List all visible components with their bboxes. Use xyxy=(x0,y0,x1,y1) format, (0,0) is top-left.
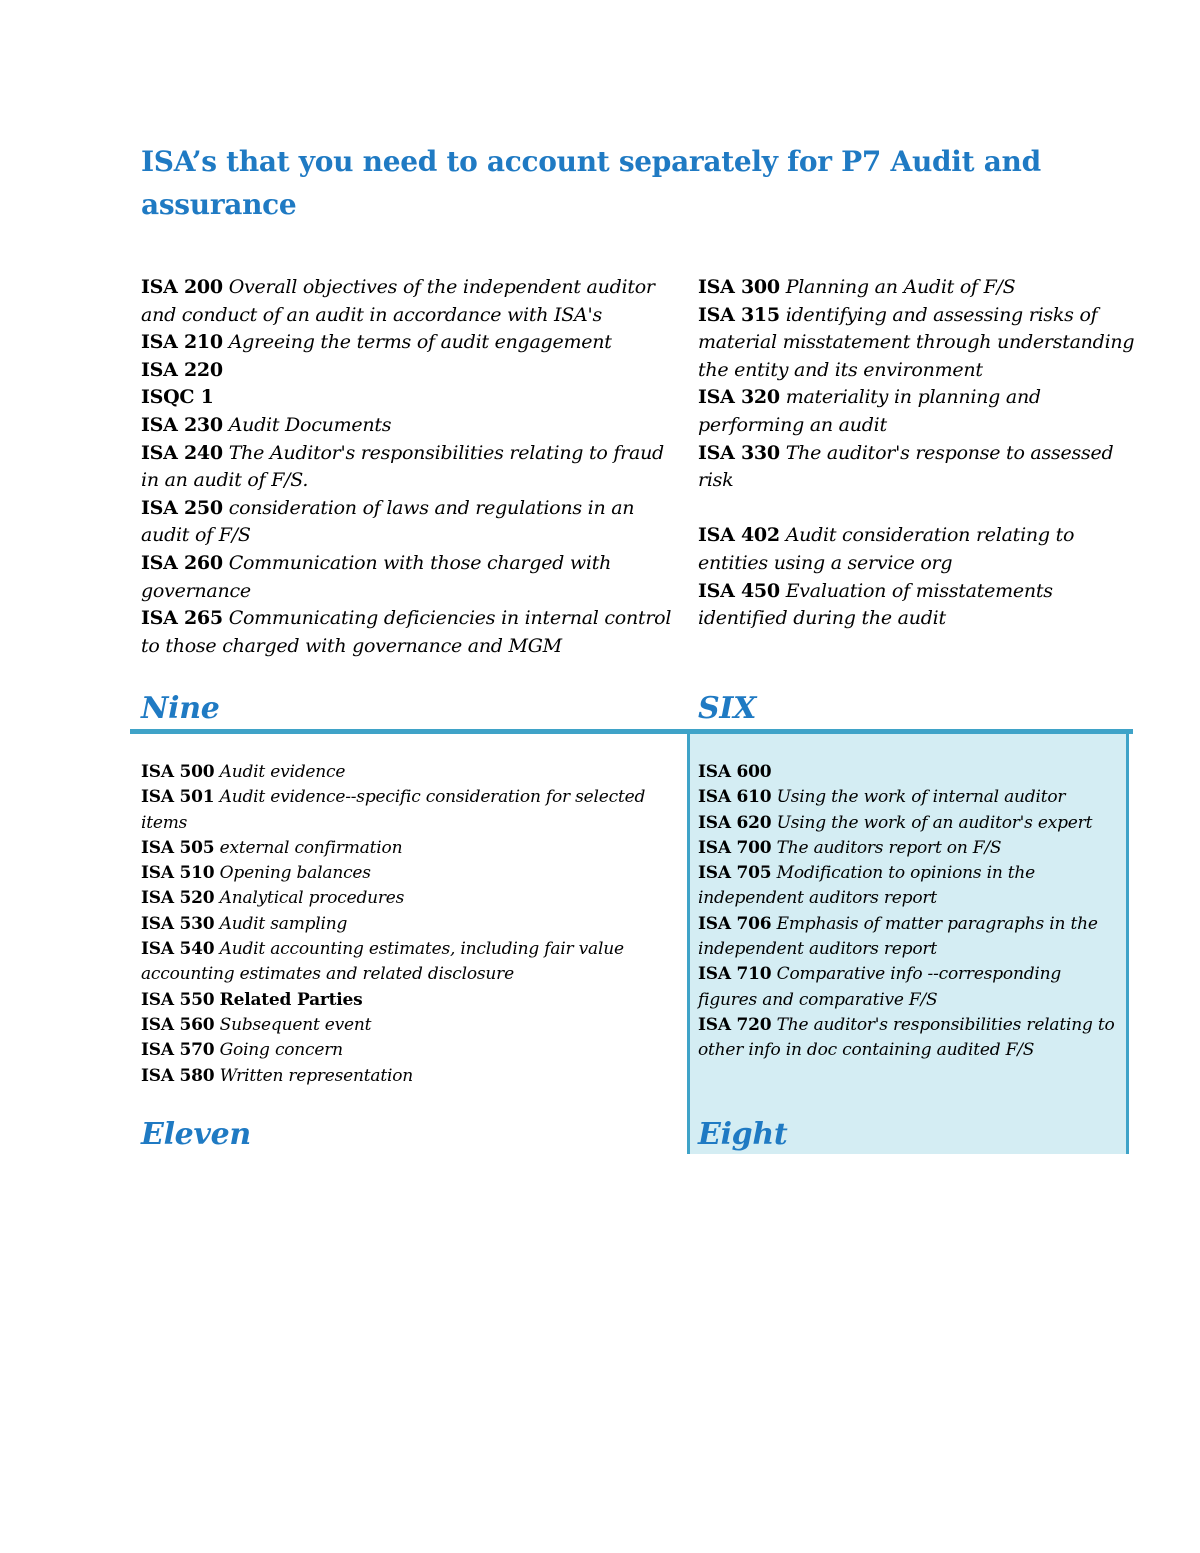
count-label-group4: Eight xyxy=(698,1117,788,1152)
isa-description: Related Parties xyxy=(219,989,363,1010)
isa-code: ISQC 1 xyxy=(141,386,214,409)
isa-entry xyxy=(141,912,681,937)
isa-entry xyxy=(698,836,1123,861)
isa-code: ISA 560 xyxy=(141,1014,215,1035)
isa-entry xyxy=(141,988,681,1013)
isa-code: ISA 510 xyxy=(141,863,215,884)
isa-description: external confirmation xyxy=(219,837,403,858)
isa-code: ISA 505 xyxy=(141,837,215,858)
isa-description: Subsequent event xyxy=(219,1014,372,1035)
isa-code: ISA 250 xyxy=(141,496,223,519)
isa-code: ISA 706 xyxy=(698,913,772,934)
isa-code: ISA 315 xyxy=(698,303,780,326)
isa-description: Audit evidence xyxy=(219,762,346,782)
isa-description: Emphasis of matter paragraphs in the independent auditors report xyxy=(698,913,1098,960)
isa-code: ISA 260 xyxy=(141,551,223,574)
isa-description: Using the work of an auditor's expert xyxy=(776,812,1093,833)
isa-description: The auditor's responsibilities relating to other info in doc containing audited F/S xyxy=(698,1014,1115,1061)
isa-description: Communication with those charged with governance xyxy=(141,551,612,602)
isa-description: Comparative info --corresponding figures and comparative F/S xyxy=(698,964,1062,1010)
isa-entry xyxy=(141,937,681,988)
isa-group-reporting xyxy=(698,760,1123,1064)
isa-code: ISA 540 xyxy=(141,939,215,960)
isa-code: ISA 720 xyxy=(698,1014,772,1035)
isa-description: Opening balances xyxy=(219,863,371,884)
isa-entry xyxy=(141,1038,681,1063)
isa-description: Planning an Audit of F/S xyxy=(785,276,1016,298)
isa-code: ISA 230 xyxy=(141,413,223,436)
isa-code: ISA 240 xyxy=(141,441,223,464)
isa-description: Going concern xyxy=(219,1040,343,1061)
isa-entry xyxy=(141,605,681,660)
isa-description: Modification to opinions in the independent auditors report xyxy=(698,863,1036,909)
isa-code: ISA 620 xyxy=(698,812,772,833)
isa-entry xyxy=(698,861,1123,912)
isa-entry xyxy=(141,886,681,911)
isa-entry xyxy=(698,274,1138,302)
isa-group-planning-risk xyxy=(698,274,1138,633)
isa-code: ISA 330 xyxy=(698,441,780,464)
isa-description: Audit evidence--specific consideration for selected items xyxy=(141,787,646,833)
isa-entry xyxy=(141,384,681,412)
isa-entry xyxy=(141,274,681,329)
isa-code: ISA 402 xyxy=(698,524,780,547)
isa-code: ISA 550 xyxy=(141,989,215,1010)
blank-line xyxy=(698,495,1138,523)
isa-description: The Auditor's responsibilities relating to fraud in an audit of F/S. xyxy=(141,441,664,492)
isa-description: Audit consideration relating to entities using a service org xyxy=(698,524,1075,574)
isa-entry xyxy=(698,962,1123,1013)
isa-code: ISA 700 xyxy=(698,837,772,858)
isa-group-general-principles xyxy=(141,274,681,660)
isa-code: ISA 710 xyxy=(698,964,772,985)
isa-code: ISA 580 xyxy=(141,1065,215,1086)
count-label-group3: Eleven xyxy=(141,1117,251,1152)
isa-entry xyxy=(698,384,1138,439)
isa-code: ISA 200 xyxy=(141,276,223,298)
isa-entry xyxy=(141,836,681,861)
isa-entry xyxy=(698,1013,1123,1064)
isa-entry xyxy=(141,760,681,785)
isa-entry xyxy=(698,811,1123,836)
isa-description: Written representation xyxy=(219,1065,414,1086)
isa-description: Overall objectives of the independent auditor and conduct of an audit in accordance with ISA's xyxy=(141,276,655,326)
isa-entry xyxy=(141,440,681,495)
isa-code: ISA 610 xyxy=(698,787,772,808)
isa-code: ISA 705 xyxy=(698,863,772,884)
isa-code: ISA 600 xyxy=(698,762,772,782)
page-title: ISA’s that you need to account separately for P7 Audit and assurance xyxy=(141,145,1041,221)
isa-entry xyxy=(141,1064,681,1089)
isa-code: ISA 320 xyxy=(698,386,780,409)
isa-description: Audit sampling xyxy=(219,913,348,934)
count-label-group1: Nine xyxy=(141,691,220,726)
isa-code: ISA 450 xyxy=(698,579,780,602)
isa-description: Agreeing the terms of audit engagement xyxy=(228,331,612,354)
isa-entry xyxy=(698,912,1123,963)
isa-code: ISA 265 xyxy=(141,607,223,630)
isa-entry xyxy=(698,760,1123,785)
isa-description: Evaluation of misstatements identified during the audit xyxy=(698,579,1053,630)
isa-description: Audit accounting estimates, including fair value accounting estimates and related disclosure xyxy=(141,939,624,985)
isa-code: ISA 520 xyxy=(141,888,215,909)
isa-entry xyxy=(141,785,681,836)
isa-code: ISA 530 xyxy=(141,913,215,934)
isa-code: ISA 500 xyxy=(141,762,215,782)
isa-entry xyxy=(698,440,1138,495)
isa-entry xyxy=(698,302,1138,385)
isa-entry xyxy=(698,785,1123,810)
isa-entry xyxy=(141,1013,681,1038)
isa-description: Communicating deficiencies in internal control to those charged with governance and MGM xyxy=(141,607,672,657)
count-label-group2: SIX xyxy=(698,691,757,726)
isa-description: materiality in planning and performing an audit xyxy=(698,386,1041,436)
isa-entry xyxy=(141,329,681,357)
isa-code: ISA 570 xyxy=(141,1040,215,1061)
isa-entry xyxy=(698,578,1138,633)
isa-description: Analytical procedures xyxy=(219,888,405,909)
isa-description: The auditor's response to assessed risk xyxy=(698,441,1114,492)
isa-description: The auditors report on F/S xyxy=(776,837,1002,858)
isa-entry xyxy=(141,357,681,385)
isa-entry xyxy=(141,861,681,886)
isa-entry xyxy=(141,495,681,550)
isa-entry xyxy=(141,550,681,605)
isa-description: identifying and assessing risks of material misstatement through understanding the entity and its environment xyxy=(698,303,1135,381)
isa-code: ISA 220 xyxy=(141,358,223,381)
isa-code: ISA 210 xyxy=(141,331,223,354)
isa-entry xyxy=(698,522,1138,577)
isa-code: ISA 300 xyxy=(698,276,780,298)
isa-description: Using the work of internal auditor xyxy=(776,787,1066,808)
isa-group-audit-evidence xyxy=(141,760,681,1089)
isa-entry xyxy=(141,412,681,440)
isa-description: consideration of laws and regulations in an audit of F/S xyxy=(141,496,635,547)
isa-code: ISA 501 xyxy=(141,787,215,808)
isa-description: Audit Documents xyxy=(228,413,392,436)
